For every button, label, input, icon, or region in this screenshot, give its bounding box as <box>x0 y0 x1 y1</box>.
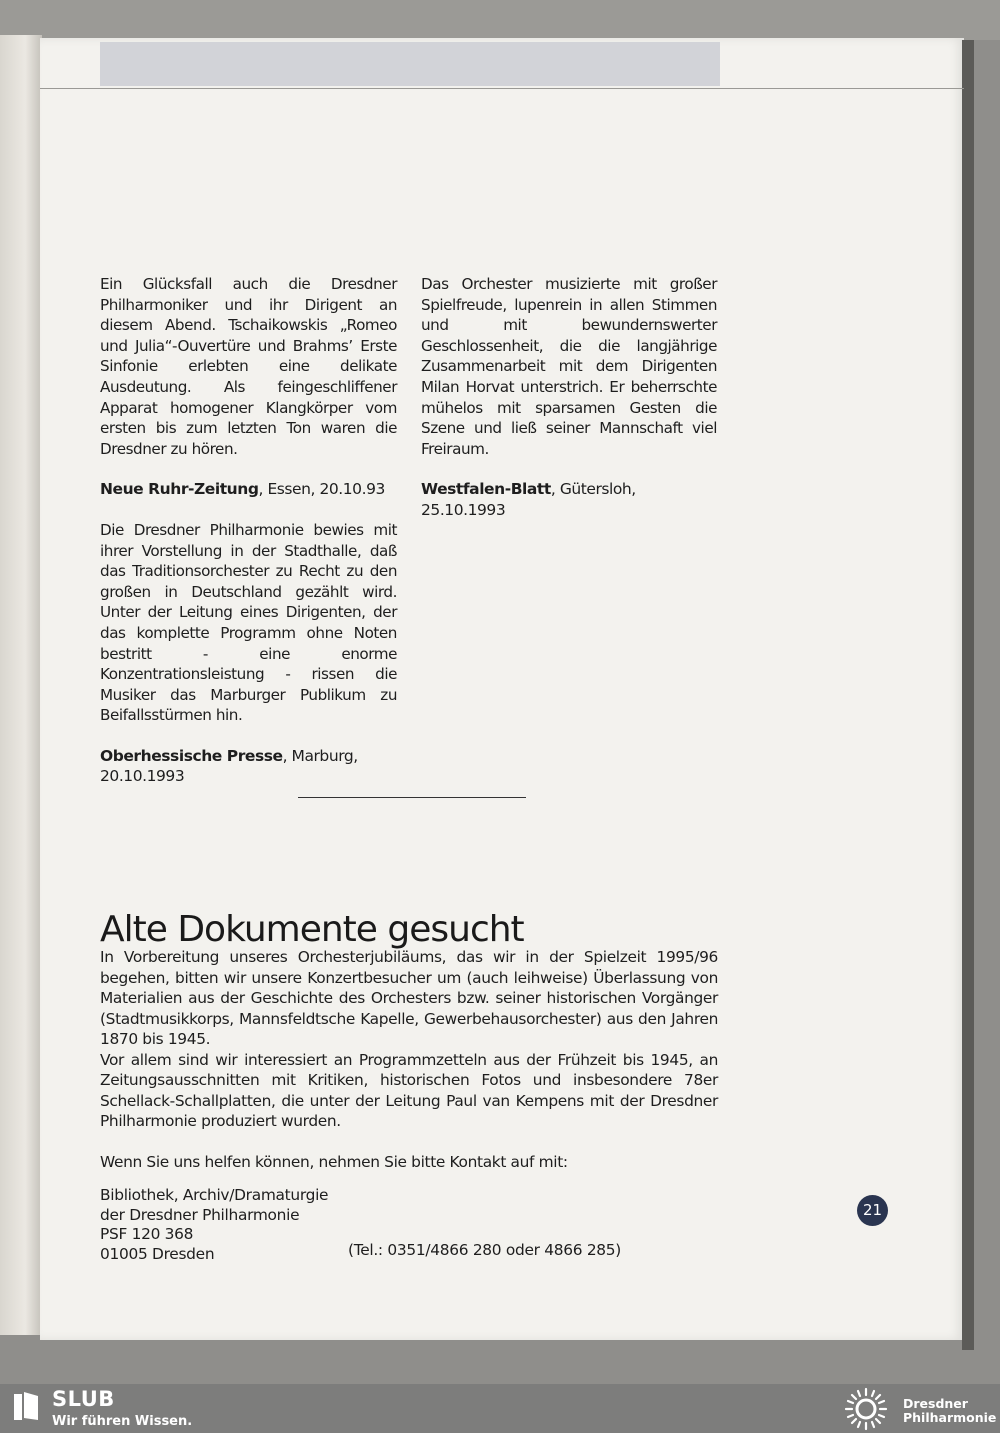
notice-body <box>100 947 718 1172</box>
review-text-3: Das Orchester musizierte mit großer Spielfreude, lupenrein in allen Stimmen und mit bewundernswerter Geschlossenheit, die die langjährige Zusammenarbeit mit dem Dirigenten Milan Horvat unterstrich. Er beherrschte mühelos mit sparsamen Gesten die Szene und ließ seiner Mannschaft viel Freiraum. <box>421 275 717 458</box>
contact-address <box>100 1186 328 1264</box>
page-number-badge: 21 <box>857 1195 888 1226</box>
source-detail: , Gütersloh, 25.10.1993 <box>421 480 636 519</box>
right-column <box>421 274 717 521</box>
source-name: Westfalen-Blatt <box>421 480 551 499</box>
slub-logo-text[interactable]: SLUB <box>52 1387 115 1411</box>
address-line: PSF 120 368 <box>100 1225 194 1244</box>
partner-name[interactable] <box>903 1397 996 1425</box>
source-detail: , Marburg, 20.10.1993 <box>100 746 358 786</box>
header-rule <box>40 88 964 89</box>
source-detail: , Essen, 20.10.93 <box>258 480 385 499</box>
section-divider <box>298 797 526 798</box>
show-through-band <box>100 42 720 86</box>
previous-page-edge <box>0 35 42 1335</box>
contact-telephone: (Tel.: 0351/4866 280 oder 4866 285) <box>348 1241 622 1259</box>
notice-paragraph-1: In Vorbereitung unseres Orchesterjubiläums, das wir in der Spielzeit 1995/96 begehen, bitten wir unsere Konzertbesucher um (auch leihweise) Überlassung von Materialien aus der Geschichte des Orchesters bzw. seiner historischen Vorgänger (Stadtmusikkorps, Mannsfeldtsche Kapelle, Gewerbehausorchester) aus den Jahren 1870 bis 1945. <box>100 948 718 1048</box>
left-column <box>100 274 397 787</box>
dresdner-philharmonie-logo-icon[interactable] <box>842 1386 890 1432</box>
review-text-1: Ein Glücksfall auch die Dresdner Philharmoniker und ihr Dirigent an diesem Abend. Tschaikowskis „Romeo und Julia“-Ouvertüre und Brahms’ Erste Sinfonie erlebten eine delikate Ausdeutung. Als feingeschliffener Apparat homogener Klangkörper vom ersten bis zum letzten Ton waren die Dresdner zu hören. <box>100 275 397 458</box>
review-text-2: Die Dresdner Philharmonie bewies mit ihrer Vorstellung in der Stadthalle, daß das Traditionsorchester zu Recht zu den großen in Deutschland gezählt wird. Unter der Leitung eines Dirigenten, der das komplette Programm ohne Noten bestritt - eine enorme Konzentrationsleistung - rissen die Musiker das Marburger Publikum zu Beifallsstürmen hin. <box>100 520 397 725</box>
address-line: der Dresdner Philharmonie <box>100 1205 300 1224</box>
review-source-2 <box>100 746 397 787</box>
source-name: Oberhessische Presse <box>100 746 283 765</box>
notice-paragraph-3: Wenn Sie uns helfen können, nehmen Sie bitte Kontakt auf mit: <box>100 1152 568 1171</box>
review-source-1 <box>100 479 397 500</box>
partner-line: Philharmonie <box>903 1410 997 1425</box>
slub-logo-icon[interactable] <box>12 1390 40 1422</box>
address-line: 01005 Dresden <box>100 1244 215 1263</box>
source-name: Neue Ruhr-Zeitung <box>100 480 259 499</box>
notice-paragraph-2: Vor allem sind wir interessiert an Programmzetteln aus der Frühzeit bis 1945, an Zeitungsausschnitten mit Kritiken, historischen Fotos und insbesondere 78er Schellack-Schallplatten, die unter der Leitung Paul van Kempens mit der Dresdner Philharmonie produziert wurden. <box>100 1050 718 1130</box>
partner-line: Dresdner <box>903 1396 968 1411</box>
scan-background <box>0 0 1000 40</box>
slub-tagline: Wir führen Wissen. <box>52 1414 193 1429</box>
page-shadow-edge <box>962 40 974 1350</box>
address-line: Bibliothek, Archiv/Dramaturgie <box>100 1186 329 1204</box>
notice-heading: Alte Dokumente gesucht <box>100 909 524 951</box>
review-source-3 <box>421 479 717 520</box>
